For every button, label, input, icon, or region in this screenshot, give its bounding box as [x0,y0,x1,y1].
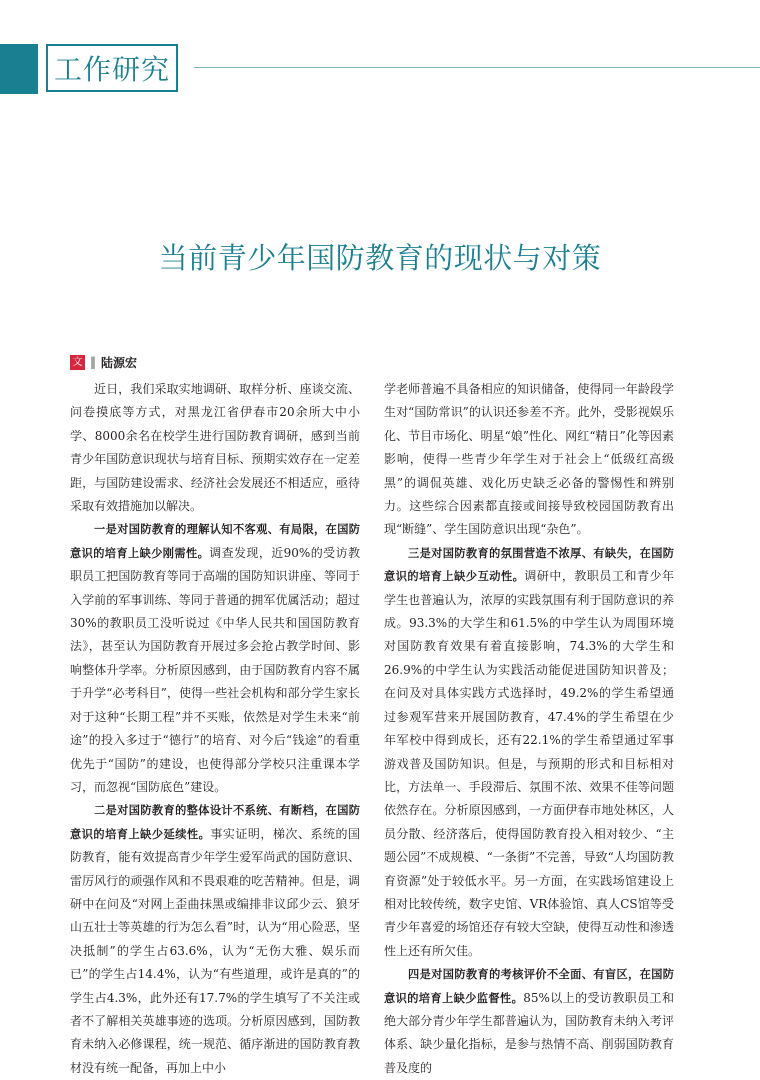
article-title: 当前青少年国防教育的现状与对策 [158,241,602,275]
paragraph [384,963,674,1080]
paragraph [384,542,674,963]
paragraph-heading: 二是对国防教育的整体设计不系统、有断档，在国防意识的培育上缺少延续性。 [70,804,360,841]
paragraph-body: 调查发现，近90%的受访教职员工把国防教育等同于高端的国防知识讲座、等同于入学前的军事训练、等同于普通的拥军优属活动；超过30%的教职员工没听说过《中华人民共和国国防教育法》，甚至认为国防教育开展过多会抢占教学时间、影响整体升学率。分析原因感到，由于国防教育内容不属于升学“必考科目”，使得一些社会机构和部分学生家长对于这种“长期工程”并不买账，依然是对学生未来“前途”的投入多过于“德行”的培育、对今后“钱途”的看重优先于“国防”的建设，也使得部分学校只注重课本学习，而忽视“国防底色”建设。 [70,545,360,794]
paragraph-heading: 一是对国防教育的理解认知不客观、有局限，在国防意识的培育上缺少刚需性。 [70,523,360,560]
byline [70,354,137,370]
paragraph-heading: 四是对国防教育的考核评价不全面、有盲区，在国防意识的培育上缺少监督性。 [384,968,674,1005]
byline-separator: ‖ [90,355,96,369]
byline-author: 陆源宏 [101,355,138,370]
right-column [384,378,674,1080]
paragraph-body: 调研中，教职员工和青少年学生也普遍认为，浓厚的实践氛围有利于国防意识的养成。93.3%的大学生和61.5%的中学生认为周围环境对国防教育效果有着直接影响，74.3%的大学生和26.9%的中学生认为实践活动能促进国防知识普及；在问及对具体实践方式选择时，49.2%的学生希望通过参观军营来开展国防教育，47.4%的学生希望在少年军校中得到成长，还有22.1%的学生希望通过军事游戏普及国防知识。但是，与预期的形式和目标相对比，方法单一、手段滞后、氛围不浓、效果不佳等问题依然存在。分析原因感到，一方面伊春市地处林区，人员分散、经济落后，使得国防教育投入相对较少、“主题公园”不成规模、“一条街”不完善，导致“人均国防教育资源”处于较低水平。另一方面，在实践场馆建设上相对比较传统，数字史馆、VR体验馆、真人CS馆等受青少年喜爱的场馆还存有较大空缺，使得互动性和渗透性上还有所欠佳。 [384,569,674,958]
paragraph [70,518,360,799]
paragraph-heading: 三是对国防教育的氛围营造不浓厚、有缺失，在国防意识的培育上缺少互动性。 [384,546,674,584]
paragraph [70,799,360,1080]
paragraph: 近日，我们采取实地调研、取样分析、座谈交流、问卷摸底等方式，对黑龙江省伊春市20余所大中小学、8000余名在校学生进行国防教育调研，感到当前青少年国防意识现状与培育目标、预期实效存在一定差距，与国防建设需求、经济社会发展还不相适应，亟待采取有效措施加以解决。 [70,382,360,514]
header-rule [194,67,760,68]
paragraph-body: 85%以上的受访教职员工和绝大部分青少年学生都普遍认为，国防教育未纳入考评体系、缺少量化指标，是参与热情不高、削弱国防教育普及度的 [384,990,674,1075]
byline-badge: 文 [70,355,85,370]
section-label-box [46,44,178,92]
left-column [70,378,360,1080]
paragraph-body: 事实证明，梯次、系统的国防教育，能有效提高青少年学生爱军尚武的国防意识、雷厉风行的顽强作风和不畏艰难的吃苦精神。但是，调研中在问及“对网上歪曲抹黑或编排非议邱少云、狼牙山五壮士等英雄的行为怎么看”时，认为“用心险恶，坚决抵制”的学生占63.6%，认为“无伤大雅、娱乐而已”的学生占14.4%，认为“有些道理，或许是真的”的学生占4.3%，此外还有17.7%的学生填写了不关注或者不了解相关英雄事迹的选项。分析原因感到，国防教育未纳入必修课程，统一规范、循序渐进的国防教育教材没有统一配备，再加上中小 [70,826,360,1075]
header-accent-block [0,44,38,94]
paragraph: 学老师普遍不具备相应的知识储备，使得同一年龄段学生对“国防常识”的认识还参差不齐。此外，受影视娱乐化、节目市场化、明星“娘”性化、网红“精日”化等因素影响，使得一些青少年学生对于社会上“低级红高级黑”的调侃英雄、戏化历史缺乏必备的警惕性和辨别力。这些综合因素都直接或间接导致校园国防教育出现“断缝”、学生国防意识出现“杂色”。 [384,382,674,537]
section-label: 工作研究 [53,53,170,86]
